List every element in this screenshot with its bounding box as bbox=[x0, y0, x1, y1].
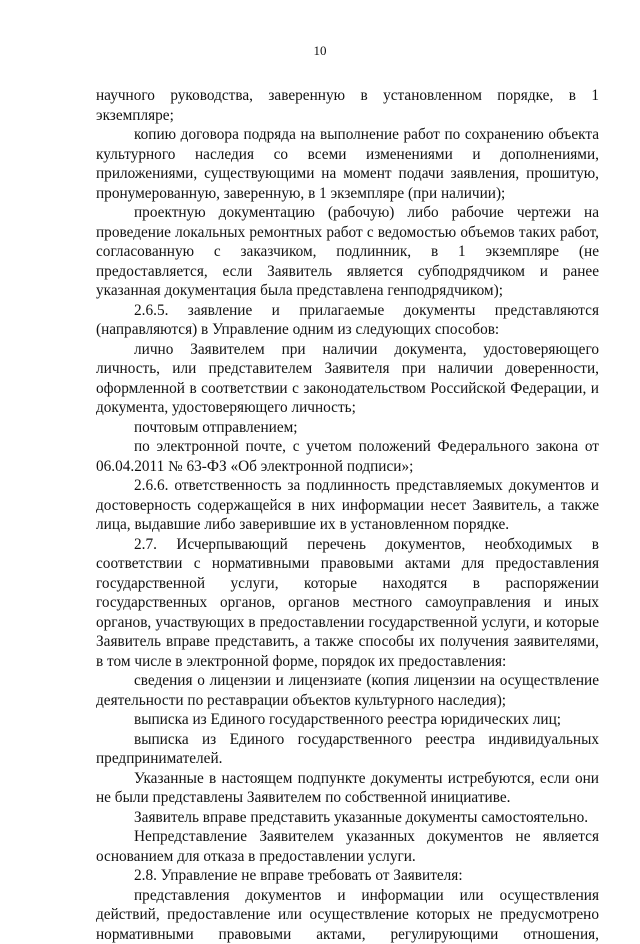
paragraph: сведения о лицензии и лицензиате (копия лицензии на осуществление деятельности по реставрации объектов культурного наследия); bbox=[96, 671, 599, 710]
paragraph: 2.7. Исчерпывающий перечень документов, необходимых в соответствии с нормативными правовыми актами для предоставления государственной услуги, которые находятся в распоряжении государственных органов, органов местного самоуправления и иных органов, участвующих в предоставлении государственной услуги, и которые Заявитель вправе представить, а также способы их получения заявителями, в том числе в электронной форме, порядок их предоставления: bbox=[96, 535, 599, 672]
paragraph: проектную документацию (рабочую) либо рабочие чертежи на проведение локальных ремонтных работ с ведомостью объемов таких работ, согласованную с заказчиком, подлинник, в 1 экземпляре (не предоставляется, если Заявитель является субподрядчиком и ранее указанная документация была представлена генподрядчиком); bbox=[96, 203, 599, 301]
paragraph: Указанные в настоящем подпункте документы истребуются, если они не были представлены Заявителем по собственной инициативе. bbox=[96, 769, 599, 808]
paragraph: по электронной почте, с учетом положений Федерального закона от 06.04.2011 № 63-ФЗ «Об электронной подписи»; bbox=[96, 437, 599, 476]
paragraph: Заявитель вправе представить указанные документы самостоятельно. bbox=[96, 808, 599, 828]
paragraph: выписка из Единого государственного реестра индивидуальных предпринимателей. bbox=[96, 730, 599, 769]
paragraph: копию договора подряда на выполнение работ по сохранению объекта культурного наследия со всеми изменениями и дополнениями, приложениями, существующими на момент подачи заявления, прошитую, пронумерованную, заверенную, в 1 экземпляре (при наличии); bbox=[96, 125, 599, 203]
paragraph: научного руководства, заверенную в установленном порядке, в 1 экземпляре; bbox=[96, 86, 599, 125]
paragraph: 2.6.6. ответственность за подлинность представляемых документов и достоверность содержащейся в них информации несет Заявитель, а также лица, выдавшие либо заверившие их в установленном порядке. bbox=[96, 476, 599, 535]
paragraph: Непредставление Заявителем указанных документов не является основанием для отказа в предоставлении услуги. bbox=[96, 827, 599, 866]
paragraph: 2.8. Управление не вправе требовать от Заявителя: bbox=[96, 866, 599, 886]
paragraph: представления документов и информации или осуществления действий, предоставление или осуществление которых не предусмотрено нормативными правовыми актами, регулирующими отношения, bbox=[96, 886, 599, 944]
paragraph: 2.6.5. заявление и прилагаемые документы представляются (направляются) в Управление одним из следующих способов: bbox=[96, 301, 599, 340]
page-number: 10 bbox=[0, 43, 640, 59]
document-body bbox=[96, 86, 599, 944]
paragraph: выписка из Единого государственного реестра юридических лиц; bbox=[96, 710, 599, 730]
paragraph: почтовым отправлением; bbox=[96, 418, 599, 438]
paragraph: лично Заявителем при наличии документа, удостоверяющего личность, или представителем Заявителя при наличии доверенности, оформленной в соответствии с законодательством Российской Федерации, и документа, удостоверяющего личность; bbox=[96, 340, 599, 418]
